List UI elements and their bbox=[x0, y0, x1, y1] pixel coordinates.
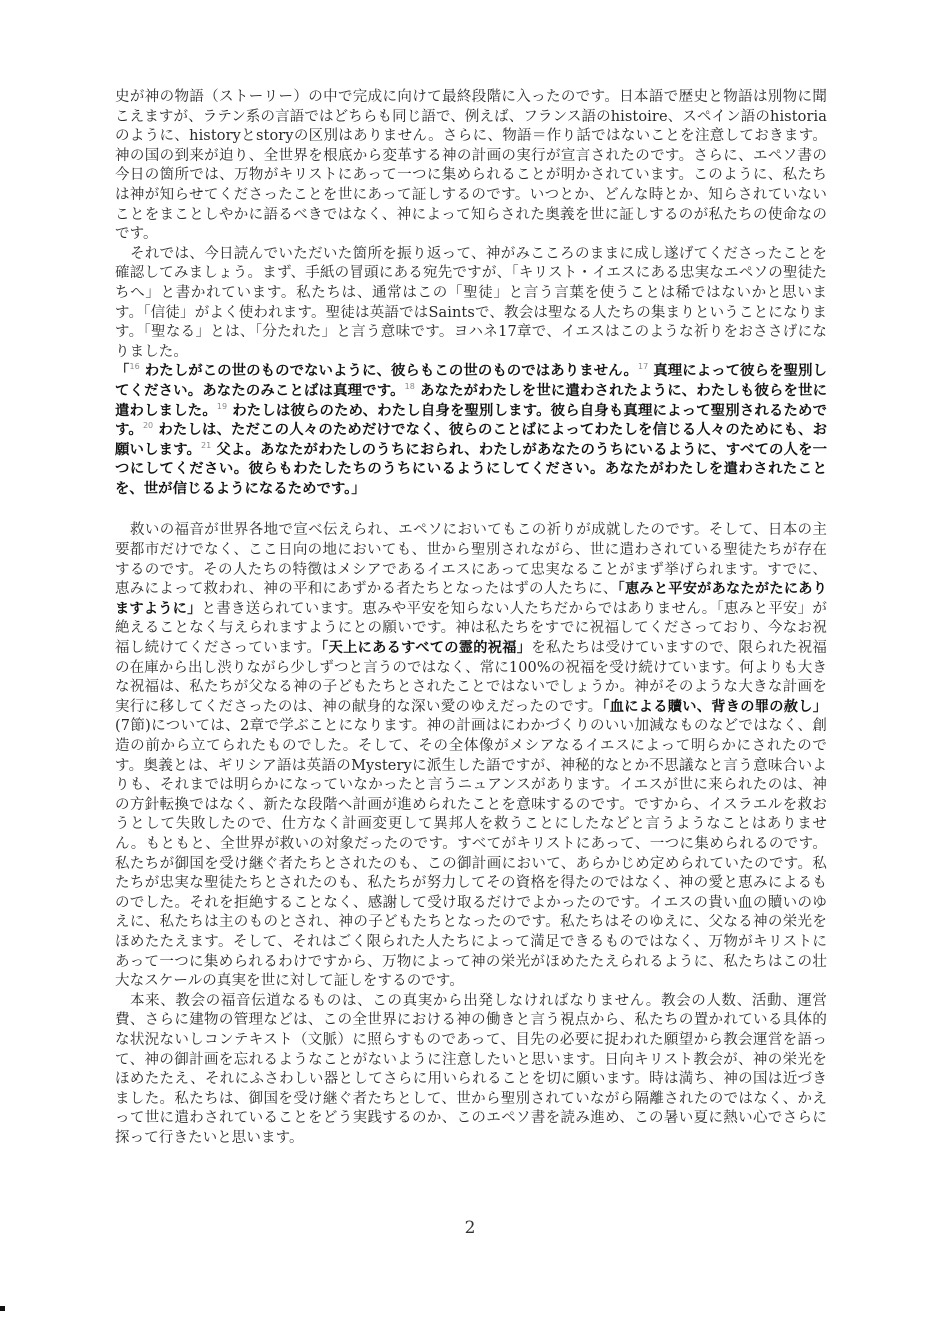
verse-number-21: 21 bbox=[201, 440, 212, 450]
paragraph-grace bbox=[115, 521, 827, 991]
verse-number-19: 19 bbox=[216, 401, 228, 411]
verse-17: 真理によって彼らを聖別してください。あなたのみことばは真理です。 bbox=[115, 363, 827, 399]
verse-number-16: 16 bbox=[129, 362, 140, 372]
verse-number-20: 20 bbox=[142, 421, 154, 431]
verse-21: 父よ。あなたがわたしのうちにおられ、わたしがあなたのうちにいるように、すべての人を一つにしてください。彼らもわたしたちのうちにいるようにしてください。あなたがわたしを遣わされたことを、世が信じるようになるためです。」 bbox=[115, 441, 827, 497]
document-body bbox=[115, 88, 827, 1148]
emphasis-spiritual-blessing: 「天上にあるすべての霊的祝福」 bbox=[321, 640, 532, 657]
emphasis-grace-peace: 「恵みと平安があなたがたにありますように」 bbox=[115, 581, 827, 617]
verse-18: あなたがわたしを世に遣わされたように、わたしも彼らを世に遣わしました。 bbox=[115, 382, 827, 419]
verse-number-17: 17 bbox=[638, 362, 649, 372]
verse-number-18: 18 bbox=[404, 382, 415, 392]
quote-open: 「 bbox=[115, 363, 130, 380]
verse-20: わたしは、ただこの人々のためだけでなく、彼らのことばによってわたしを信じる人々のためにも、お願いします。 bbox=[115, 422, 827, 458]
grace-text-a: 救いの福音が世界各地で宣べ伝えられ、エペソにおいてもこの祈りが成就したのです。そして、日本の主要都市だけでなく、ここ日向の地においても、世から聖別されながら、世に遣わされている聖徒たちが存在するのです。その人たちの特徴はメシアであるイエスにあって忠実なることがまず挙げられます。すでに、恵みによって救われ、神の平和にあずかる者たちとなったはずの人たちに、 bbox=[115, 522, 827, 598]
verse-16: わたしがこの世のものでないように、彼らもこの世のものではありません。 bbox=[144, 363, 638, 380]
grace-text-e: を私たちは受けていますので、限られた祝福の在庫から出し渋りながら少しずつと言うのではなく、常に100%の祝福を受け続けています。何よりも大きな祝福は、私たちが父なる神の子どもたちとされたことではないでしょうか。神がそのような大きな計画を実行に移してくださったのは、神の献身的な深い愛のゆえだったのです。 bbox=[115, 640, 827, 715]
paragraph-history: 史が神の物語（ストーリー）の中で完成に向けて最終段階に入ったのです。日本語で歴史と物語は別物に聞こえますが、ラテン系の言語ではどちらも同じ語で、例えば、フランス語のhistoire、スペイン語のhistoriaのように、historyとstoryの区別はありません。さらに、物語＝作り話ではないことを注意しておきます。神の国の到来が迫り、全世界を根底から変革する神の計画の実行が宣言されたのです。さらに、エペソ書の今日の箇所では、万物がキリストにあって一つに集められることが明かされています。このように、私たちは神が知らせてくださったことを世にあって証しするのです。いつとか、どんな時とか、知らされていないことをまことしやかに語るべきではなく、神によって知らされた奥義を世に証しするのが私たちの使命なのです。 bbox=[115, 89, 827, 243]
scan-edge-mark bbox=[0, 1306, 5, 1311]
paragraph-evangelism: 本来、教会の福音伝道なるものは、この真実から出発しなければなりません。教会の人数、活動、運営費、さらに建物の管理などは、この全世界における神の働きと言う視点から、私たちの置かれている具体的な状況ないしコンテキスト（文脈）に照らすものであって、目先の必要に捉われた願望から教会運営を語って、神の御計画を忘れるようなことがないように注意したいと思います。日向キリスト教会が、神の栄光をほめたたえ、それにふさわしい器としてさらに用いられることを切に願います。時は満ち、神の国は近づきました。私たちは、御国を受け継ぐ者たちとして、世から聖別されていながら隔離されたのではなく、かえって世に遣わされていることをどう実践するのか、このエペソ書を読み進め、この暑い夏に熱い心でさらに探って行きたいと思います。 bbox=[115, 992, 827, 1146]
verse-19: わたしは彼らのため、わたし自身を聖別します。彼ら自身も真理によって聖別されるためです。 bbox=[115, 402, 827, 439]
section-gap bbox=[115, 499, 827, 521]
emphasis-redemption: 「血による贖い、背きの罪の赦し」 bbox=[602, 698, 827, 715]
scripture-quote-john17 bbox=[115, 362, 827, 499]
grace-text-c: と書き送られています。恵みや平安を知らない人たちだからではありません。「恵みと平安」が絶えることなく与えられますようにとの願いです。神は私たちをすでに祝福してくださっており、今なお祝福し続けてくださっています。 bbox=[115, 600, 827, 657]
paragraph-saints: それでは、今日読んでいただいた箇所を振り返って、神がみこころのままに成し遂げてくださったことを確認してみましょう。まず、手紙の冒頭にある宛先ですが、「キリスト・イエスにある忠実なエペソの聖徒たちへ」と書かれています。私たちは、通常はこの「聖徒」と言う言葉を使うことは稀ではないかと思います。「信徒」がよく使われます。聖徒は英語ではSaintsで、教会は聖なる人たちの集まりということになります。「聖なる」とは、「分たれた」と言う意味です。ヨハネ17章で、イエスはこのような祈りをおささげになりました。 bbox=[115, 245, 827, 360]
grace-text-g: (7節)については、2章で学ぶことになります。神の計画はにわかづくりのいい加減なものなどではなく、創造の前から立てられたものでした。そして、その全体像がメシアなるイエスによって明らかにされたのです。奥義とは、ギリシア語は英語のMysteryに派生した語ですが、神秘的なとか不思議なと言う意味合いよりも、それまでは明らかになっていなかったと言うニュアンスがあります。イエスが世に来られたのは、神の方針転換ではなく、新たな段階へ計画が進められたことを意味するのです。ですから、イスラエルを救おうとして失敗したので、仕方なく計画変更して異邦人を救うことにしたなどと言うようなことはありません。もともと、全世界が救いの対象だったのです。すべてがキリストにあって、一つに集められるのです。私たちが御国を受け継ぐ者たちとされたのも、この御計画において、あらかじめ定められていたのです。私たちが忠実な聖徒たちとされたのも、私たちが努力してその資格を得たのではなく、神の愛と恵みによるものでした。それを拒絶することなく、感謝して受け取るだけでよかったのです。イエスの貴い血の贖いのゆえに、私たちは主のものとされ、神の子どもたちとなったのです。私たちはそのゆえに、父なる神の栄光をほめたたえます。そして、それはごく限られた人たちによって満足できるものではなく、万物がキリストにあって一つに集められるわけですから、万物によって神の栄光がほめたたえられるように、私たちはこの壮大なスケールの真実を世に対して証しをするのです。 bbox=[115, 718, 827, 990]
page-number: 2 bbox=[464, 1218, 476, 1238]
